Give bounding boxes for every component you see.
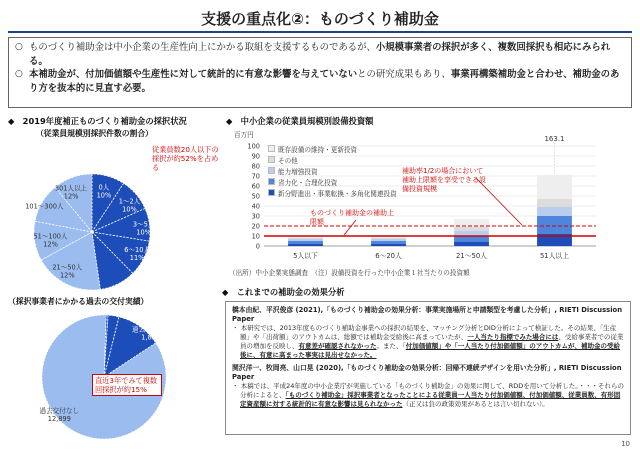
y-tick-label: 60: [251, 182, 260, 191]
legend-swatch: [268, 189, 275, 196]
summary-1-text: ものづくり補助金は中小企業の生産性向上にかかる取組を支援するものであるが、: [29, 42, 376, 53]
study-1-citation: 橋本由紀、平沢俊彦 (2021),「ものづくり補助金の効果分析：事業実施場所と申請類型を考慮した分析」, RIETI Discussion Paper: [232, 306, 623, 324]
legend-label: 新分野進出・事業転換・多角化関連投資: [278, 189, 397, 198]
bullet-circle: ○: [15, 69, 23, 80]
y-tick-label: 50: [251, 192, 260, 201]
legend-label: 能力増強投資: [278, 167, 318, 176]
pie1-callout: 従業員数20人以下の採択が約52%を占める: [152, 145, 219, 172]
pie-label-3: 3～5人 10%: [132, 220, 155, 237]
bar-segment: [454, 242, 489, 246]
legend-swatch: [268, 145, 275, 152]
bar-segment: [537, 216, 572, 234]
legend-swatch: [268, 156, 275, 163]
effect-analysis-box: [225, 301, 631, 435]
pie-label-8: 101～300人: [25, 202, 64, 211]
y-tick-label: 10: [251, 232, 260, 241]
bar-segment: [371, 241, 406, 244]
pie-label-7: 51～100人 12%: [33, 232, 68, 249]
bar-segment: [537, 199, 572, 207]
page-title: 支援の重点化②：ものづくり補助金: [201, 10, 439, 28]
y-tick-label: 40: [251, 202, 260, 211]
right-section-heading: ◆ 中小企業の従業員規模別設備投資額: [226, 116, 374, 126]
bar-segment: [537, 175, 572, 199]
x-tick-label: 51人以上: [539, 252, 570, 260]
left-section-subheading: （従業員規模別採択件数の割合）: [36, 129, 153, 138]
y-tick-label: 30: [251, 212, 260, 221]
bar-segment: [371, 239, 406, 241]
y-tick-label: 0: [255, 242, 260, 251]
y-tick-label: 70: [251, 172, 260, 181]
bar-segment: [288, 238, 323, 239]
legend-swatch: [268, 167, 275, 174]
study-2-citation: 関沢洋一、牧岡亮、山口晃 (2020),「ものづくり補助金の効果分析：回帰不連続デザインを用いた分析」, RIETI Discussion Paper: [232, 363, 622, 381]
legend-item: [268, 143, 397, 154]
legend-swatch: [268, 178, 275, 185]
bar-segment: [288, 244, 323, 246]
pie-label-3: 過去1回交付 1,804: [132, 325, 170, 342]
bar-segment: [454, 227, 489, 231]
bar-segment: [537, 207, 572, 216]
legend-label: 省力化・合理化投資: [278, 178, 338, 187]
bullet-circle: ○: [15, 42, 23, 52]
legend-item: [268, 187, 397, 198]
pie-label-6: 21～50人 12%: [52, 263, 83, 280]
summary-1-emphasis: 小規模事業者の採択が多く、複数回採択も相応にみられる。: [29, 42, 611, 67]
legend-label: 既存設備の維持・更新投資: [278, 145, 358, 154]
y-tick-label: 20: [251, 222, 260, 231]
callout-cap: ものづくり補助金の補助上限額: [310, 209, 394, 226]
pie-label-4: 6～10人 11%: [124, 246, 151, 263]
summary-2-c: との研究成果もあり、: [357, 69, 451, 81]
pie-label-2: 1～2人 10%: [118, 197, 141, 214]
bar-segment: [454, 236, 489, 242]
x-tick-label: 5人以下: [293, 252, 318, 260]
effect-section-heading: ◆ これまでの補助金の効果分析: [222, 287, 345, 297]
y-tick-label: 90: [251, 152, 260, 161]
legend-item: [268, 176, 397, 187]
summary-2-emphasis: 付加価値額や生産性に対して統計的に有意な影響を与えていない: [85, 69, 358, 81]
summary-2-conclusion: 事業再構築補助金と合わせ、補助金のあり方を抜本的に見直す必要。: [29, 69, 620, 94]
legend-item: [268, 154, 397, 165]
pie-label-9: 301人以上 12%: [54, 184, 88, 201]
summary-point-1: [15, 41, 625, 68]
left-section-heading: ◆ 2019年度補正ものづくり補助金の採択状況: [8, 116, 187, 126]
summary-box: [8, 37, 632, 108]
left-subheading-history: （採択事業者にかかる過去の交付実績）: [8, 297, 149, 306]
chart-source-note: （出所）中小企業実態調査 （注）設備投資を行った中小企業１社当たりの投資額: [229, 269, 470, 277]
bar-segment: [288, 239, 323, 241]
legend-item: [268, 165, 397, 176]
bar-segment: [371, 238, 406, 239]
study-2-summary: ・ 本稿では、平成24年度の中小企業庁が実施している「ものづくり補助金」の効果に関して、RDDを用いて分析した。・・・それらの分析によると、「ものづくり補助金」採択事業者となったことによる従業員一人当たり付加価値額、付加価値額、従業員数、有形固定資産額に対する統計的に有意な影響は見られなかった（正又は負の政策効果があるとは言い切れない）。: [232, 381, 624, 408]
y-tick-label: 100: [247, 142, 260, 151]
title-underline: [8, 31, 632, 33]
x-tick-label: 6～20人: [375, 252, 402, 260]
bar-legend: [268, 143, 397, 198]
summary-point-2: [15, 68, 625, 95]
y-tick-label: 80: [251, 162, 260, 171]
summary-2-a: 本補助金が、: [29, 69, 86, 81]
bar-total-label: 163.1: [544, 135, 565, 143]
pie-label-4: 過去交付なし 12,899: [39, 407, 80, 424]
study-1-summary: ・ 本研究では、2013年度ものづくり補助金事業への採択の結果を、マッチング分析とDID分析によって検証した。その結果、「生産額」や「出荷額」のアウトカムは、総額では補助金受給後に高まっていたが、一人当たり指標でみた場合には、受給事業者での従業員の増加を反映し、有意差が確認されなかった。また、「付加価値額」や「一人当たり付加価値額」のアウトカムが、補助金の受給後に、有意に高まった事実は見出せなかった。: [232, 324, 624, 360]
callout-ratio: 補助率1/2の場合において補助上限額を享受できる設備投資規模: [402, 167, 486, 193]
pie-label-1: 0人 10%: [96, 183, 112, 200]
y-axis-unit: 百万円: [234, 131, 254, 139]
bar-segment: [371, 244, 406, 246]
bar-segment: [454, 231, 489, 236]
x-tick-label: 21～50人: [456, 252, 487, 260]
bar-segment: [288, 241, 323, 244]
pie2-callout: 直近3年でみて複数回採択が約15%: [92, 374, 162, 396]
legend-label: その他: [278, 156, 298, 165]
page-number: 10: [621, 440, 630, 448]
